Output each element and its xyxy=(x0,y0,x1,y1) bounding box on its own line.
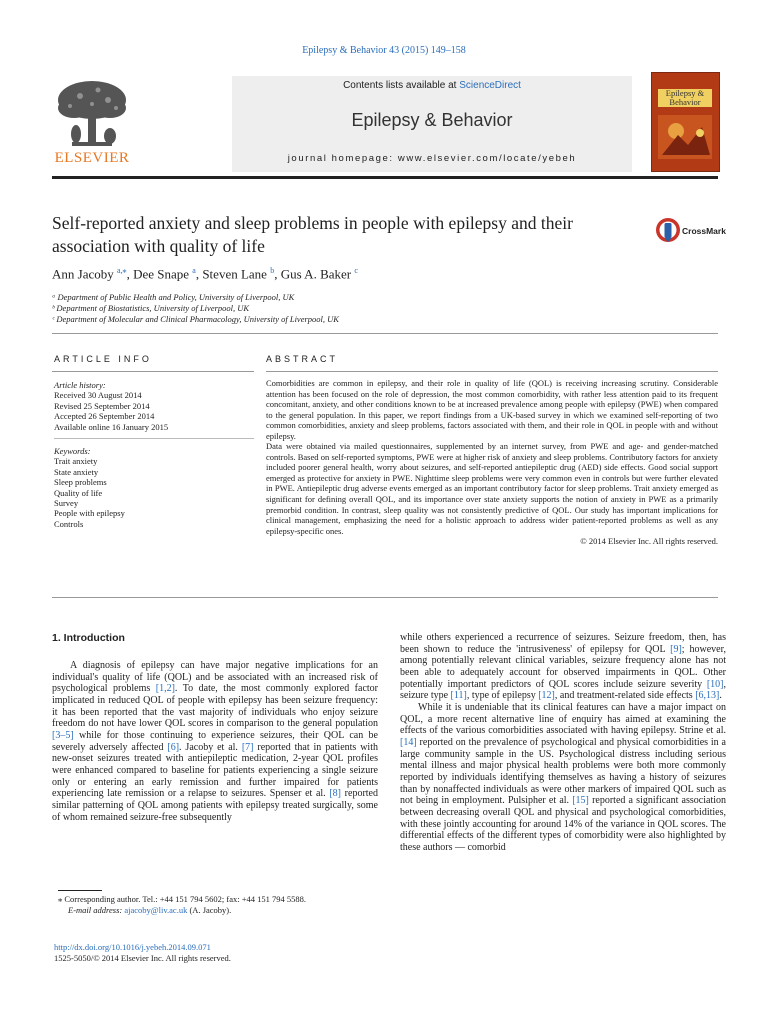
divider xyxy=(52,597,718,598)
body-column-left xyxy=(52,660,378,823)
divider xyxy=(266,371,718,372)
email-link[interactable]: ajacoby@liv.ac.uk xyxy=(124,904,188,915)
crossmark-label[interactable]: CrossMark xyxy=(682,226,726,236)
affiliation: ᵇ Department of Biostatistics, University of Liverpool, UK xyxy=(52,303,250,313)
keyword: People with epilepsy xyxy=(54,508,125,519)
history-label: Article history: xyxy=(54,380,106,390)
email-line: E-mail address: ajacoby@liv.ac.uk (A. Jacoby). xyxy=(68,904,232,915)
citation-link[interactable]: [10] xyxy=(706,678,724,690)
footnote xyxy=(58,894,306,915)
citation-link[interactable]: [6] xyxy=(167,741,180,753)
header-rule xyxy=(52,176,718,179)
author-name[interactable]: Ann Jacoby xyxy=(52,266,114,282)
doi-link[interactable]: http://dx.doi.org/10.1016/j.yebeh.2014.09.071 xyxy=(54,942,211,952)
citation-link[interactable]: [14] xyxy=(400,736,417,748)
homepage-url[interactable]: www.elsevier.com/locate/yebeh xyxy=(397,153,577,164)
author-name[interactable]: Gus A. Baker xyxy=(280,266,352,282)
author-sup[interactable]: a,⁎ xyxy=(117,266,127,275)
footnote-rule xyxy=(58,890,102,891)
author-name[interactable]: Dee Snape xyxy=(133,266,190,282)
journal-title: Epilepsy & Behavior xyxy=(351,110,513,130)
history-item: Received 30 August 2014 xyxy=(54,390,142,401)
citation-link[interactable]: [6,13] xyxy=(695,690,720,702)
author-list: Ann Jacoby $^{a,⁎}$, Dee Snape $^a$, Steven Lane $^b$, Gus A. Baker $^c$ xyxy=(52,266,358,282)
author-name[interactable]: Steven Lane xyxy=(202,266,267,282)
citation-link[interactable]: [12] xyxy=(538,690,555,702)
citation-link[interactable]: [1,2] xyxy=(155,683,175,695)
affiliation: ᶜ Department of Molecular and Clinical Pharmacology, University of Liverpool, UK xyxy=(52,314,339,324)
keyword: Quality of life xyxy=(54,487,103,498)
sciencedirect-link[interactable]: ScienceDirect xyxy=(459,80,521,91)
citation-link[interactable]: [15] xyxy=(572,795,589,807)
body-paragraph: while others experienced a recurrence of seizures. Seizure freedom, then, has been shown to reduce the 'intrusiveness' of epilepsy for QOL [9]; however, among potentially relevant clinical variables, seizure frequency alone has not been able to adequately account for observed impairments in QOL. Other potentially important predictors of QOL scores include seizure severity [10], seizure type [11], type of epilepsy [12], and treatment-related side effects [6,13]. xyxy=(400,632,727,702)
homepage-prefix: journal homepage: xyxy=(287,153,398,164)
author-sup[interactable]: a xyxy=(192,266,196,275)
divider xyxy=(52,371,254,372)
journal-reference[interactable]: Epilepsy & Behavior 43 (2015) 149–158 xyxy=(302,45,466,56)
citation-link[interactable]: [7] xyxy=(241,741,254,753)
citation-link[interactable]: [3–5] xyxy=(52,729,74,741)
body-column-right xyxy=(400,632,726,853)
keyword: Controls xyxy=(54,518,84,529)
journal-homepage xyxy=(232,153,632,164)
contents-line xyxy=(232,80,632,91)
section-heading-introduction: 1. Introduction xyxy=(52,632,125,644)
abstract-paragraph: Comorbidities are common in epilepsy, and their role in quality of life (QOL) is receiving increasing scrutiny. Considerable attention has been focused on the role of depression, the most common comorbidity, with rather less attention paid to its frequent concomitant, anxiety, and other conditions known to be at increased prevalence among people with epilepsy (PWE) when compared to the general population. In this paper, we report findings from a UK-based survey in which we examined self-reporting of two common comorbidities, anxiety and sleep problems, factors associated with them, and their role in QOL in people with and without epilepsy. xyxy=(266,378,718,441)
body-paragraph: A diagnosis of epilepsy can have major negative implications for an individual's quality of life (QOL) and be associated with an increased risk of psychological problems [1,2]. To date, the most commonly explored factor implicated in reduced QOL of people with epilepsy has been seizure frequency: it has been reported that the vast majority of individuals who enjoy seizure freedom do not have lower QOL scores in comparison to the general population [3–5] while for those continuing to experience seizures, their QOL can be severely adversely affected [6]. Jacoby et al. [7] reported that in patients with new-onset seizures treated with antiepileptic medication, 2-year QOL profiles were enhanced compared to baseline for patients experiencing a single seizure only or entering an early remission and further impaired for patients experiencing late remission or a relapse to seizures. Spenser et al. [8] reported similar patterning of QOL among patients with epilepsy treated surgically, some of whom remained seizure-free subsequently xyxy=(52,660,378,823)
history-item: Available online 16 January 2015 xyxy=(54,421,169,432)
doi-block xyxy=(54,942,231,963)
history-item: Revised 25 September 2014 xyxy=(54,400,150,411)
divider xyxy=(54,438,254,439)
elsevier-wordmark: ELSEVIER xyxy=(54,150,130,166)
contents-prefix: Contents lists available at xyxy=(343,80,460,91)
crossmark-icon[interactable] xyxy=(655,217,681,250)
abstract-heading: ABSTRACT xyxy=(266,354,339,364)
citation-link[interactable]: [9] xyxy=(670,643,682,655)
article-title: Self-reported anxiety and sleep problems in people with epilepsy and their association with quality of life xyxy=(52,213,573,256)
keyword: Sleep problems xyxy=(54,477,107,488)
divider xyxy=(52,333,718,334)
elsevier-tree-logo xyxy=(52,78,132,156)
abstract-text xyxy=(266,378,718,547)
keyword: Survey xyxy=(54,498,79,509)
keywords-label: Keywords: xyxy=(54,446,91,456)
citation-link[interactable]: [8] xyxy=(329,788,342,800)
article-info-heading: ARTICLE INFO xyxy=(54,354,152,364)
author-sup[interactable]: b xyxy=(270,266,275,275)
history-item: Accepted 26 September 2014 xyxy=(54,411,155,422)
abstract-paragraph: Data were obtained via mailed questionnaires, supplemented by an internet survey, from PWE and age- and gender-matched controls. Based on self-reported symptoms, PWE were at higher risk of anxiety and sleep problems. Contributory factors for anxiety included poorer general health, worry about seizures, and self-reported antiepileptic drug (AED) side effects. Good social support emerged as protective for anxiety in PWE. Nighttime sleep problems were very common even in controls but were further elevated in PWE. Antiepileptic drug adverse events emerged as an important contributory factor for sleep problems. Trait anxiety emerged as significant for defining overall QOL, and its importance over state anxiety supports the notion of anxiety in PWE as a primarily premorbid condition. In contrast, sleep quality was not consistently predictive of QOL. Our study has important implications for clinical management, emphasizing the need for a holistic approach to address wider patient-reported problems as well as any epilepsy-specific ones. xyxy=(266,441,718,536)
journal-cover-image xyxy=(651,72,720,172)
body-paragraph: While it is undeniable that its clinical features can have a major impact on QOL, a more recent alternative line of enquiry has aimed at examining the effects of the various comorbidities associated with having epilepsy. Strine et al. [14] reported on the prevalence of psychological and physical comorbidities in a large community sample in the US. Psychological distress including serious mental illness and major physical health problems were both more commonly reported by individuals identifying themselves as having a history of seizures than by nonaffected individuals as were other markers of impaired QOL such as not being in employment. Pulsipher et al. [15] reported a significant association between decreasing overall QOL and physical and psychological comorbidities, with these jointly accounting for around 14% of the variance in QOL scores. The differential effects of the different types of comorbidity were also highlighted by these authors — comorbid xyxy=(400,701,726,853)
keywords-list xyxy=(54,446,125,529)
article-history xyxy=(54,380,168,432)
copyright-notice: © 2014 Elsevier Inc. All rights reserved. xyxy=(580,536,718,547)
citation-link[interactable]: [11] xyxy=(450,690,467,702)
keyword: Trait anxiety xyxy=(54,456,98,467)
issn-line: 1525-5050/© 2014 Elsevier Inc. All rights reserved. xyxy=(54,952,231,963)
affiliation: ᵃ Department of Public Health and Policy, University of Liverpool, UK xyxy=(52,292,295,302)
author-sup[interactable]: c xyxy=(354,266,358,275)
cover-title: Epilepsy & Behavior xyxy=(658,89,712,107)
cover-artwork xyxy=(658,115,712,159)
keyword: State anxiety xyxy=(54,466,99,477)
corresponding-author: ⁎ Corresponding author. Tel.: +44 151 794 5602; fax: +44 151 794 5588. xyxy=(58,894,306,904)
